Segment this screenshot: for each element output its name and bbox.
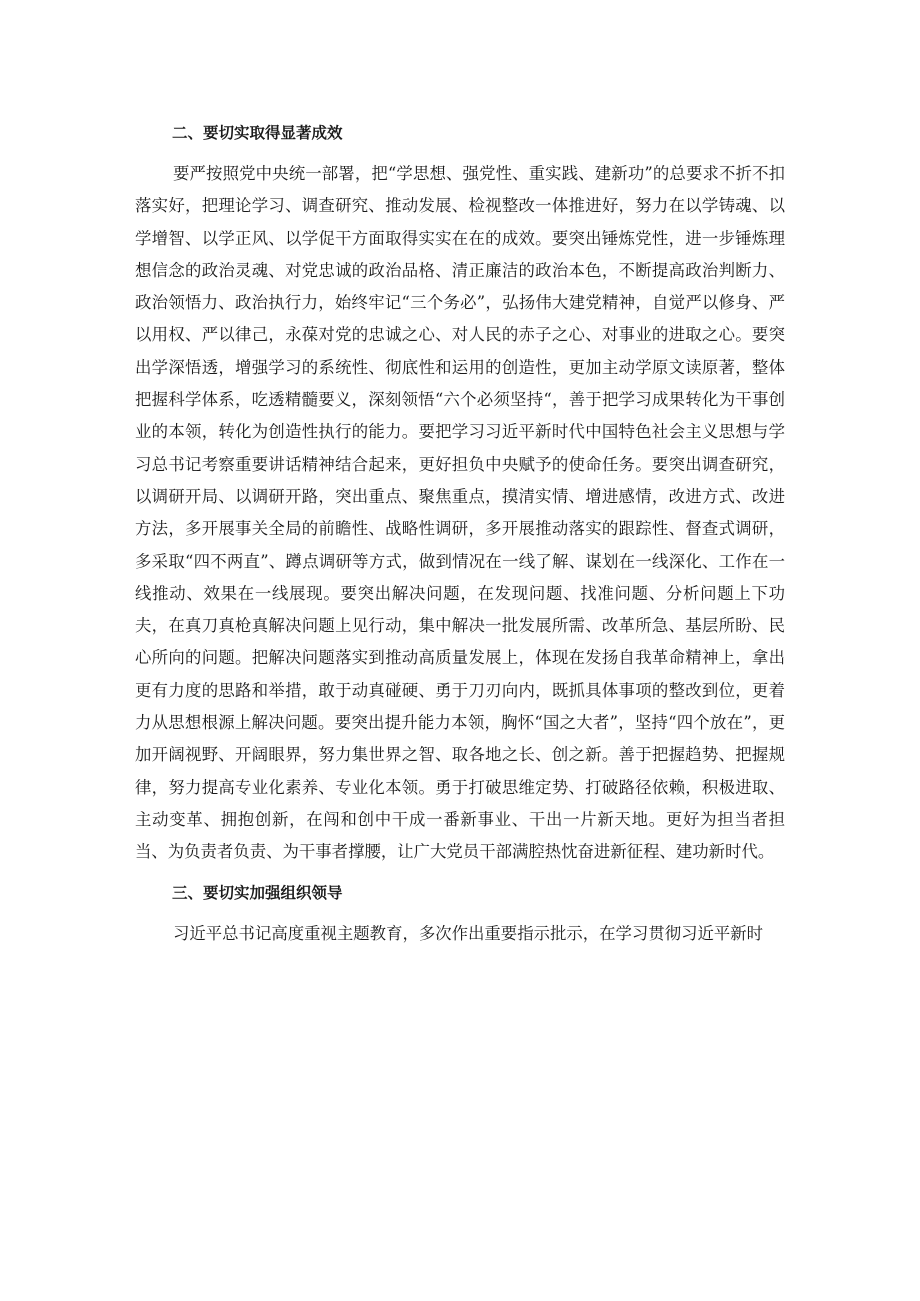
section-3-heading: 三、要切实加强组织领导 [172, 883, 343, 902]
section-3-paragraph: 习近平总书记高度重视主题教育，多次作出重要指示批示，在学习贯彻习近平新时 [173, 923, 764, 943]
section-2-paragraph: 要严按照党中央统一部署，把“学思想、强党性、重实践、建新功”的总要求不折不扣落实好，把理论学习、调查研究、推动发展、检视整改一体推进好，努力在以学铸魂、以学增智、以学正风、以学促干方面取得实实在在的成效。要突出锤炼党性，进一步锤炼理想信念的政治灵魂、对党忠诚的政治品格、清正廉洁的政治本色，不断提高政治判断力、政治领悟力、政治执行力，始终牢记“三个务必”，弘扬伟大建党精神，自觉严以修身、严以用权、严以律己，永葆对党的忠诚之心、对人民的赤子之心、对事业的进取之心。要突出学深悟透，增强学习的系统性、彻底性和运用的创造性，更加主动学原文读原著，整体把握科学体系，吃透精髓要义，深刻领悟“六个必须坚持“，善于把学习成果转化为干事创业的本领，转化为创造性执行的能力。要把学习习近平新时代中国特色社会主义思想与学习总书记考察重要讲话精神结合起来，更好担负中央赋予的使命任务。要突出调查研究，以调研开局、以调研开路，突出重点、聚焦重点，摸清实情、增进感情，改进方式、改进方法，多开展事关全局的前瞻性、战略性调研，多开展推动落实的跟踪性、督查式调研，多采取“四不两直”、蹲点调研等方式，做到情况在一线了解、谋划在一线深化、工作在一线推动、效果在一线展现。要突出解决问题，在发现问题、找准问题、分析问题上下功夫，在真刀真枪真解决问题上见行动，集中解决一批发展所需、改革所急、基层所盼、民心所向的问题。把解决问题落实到推动高质量发展上，体现在发扬自我革命精神上，拿出更有力度的思路和举措，敢于动真碰硬、勇于刀刃向内，既抓具体事项的整改到位，更着力从思想根源上解决问题。要突出提升能力本领，胸怀“国之大者”，坚持“四个放在”，更加开阔视野、开阔眼界，努力集世界之智、取各地之长、创之新。善于把握趋势、把握规律，努力提高专业化素养、专业化本领。勇于打破思维定势、打破路径依赖，积极进取、主动变革、拥抱创新，在闯和创中干成一番新事业、干出一片新天地。更好为担当者担当、为负责者负责、为干事者撑腰，让广大党员干部满腔热忱奋进新征程、建功新时代。 [135, 164, 785, 862]
section-2-heading: 二、要切实取得显著成效 [172, 124, 343, 142]
document-page [135, 121, 785, 950]
